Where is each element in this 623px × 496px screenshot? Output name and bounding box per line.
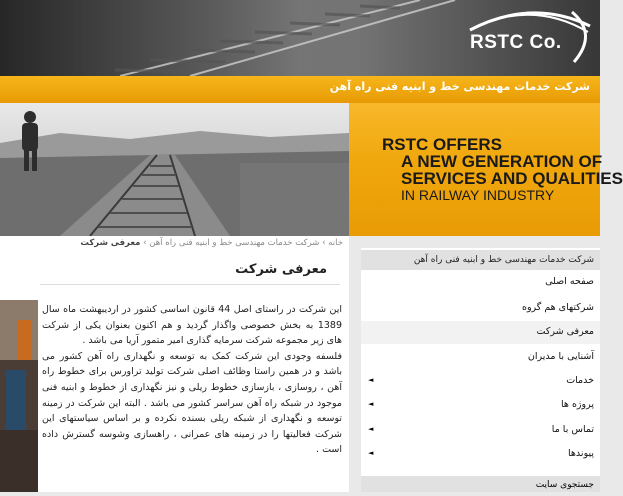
sidebar-item-label: پیوندها (568, 448, 594, 459)
sidebar-item-label: تماس با ما (551, 424, 594, 435)
sidebar-item-label: خدمات (566, 375, 594, 386)
sidebar-item-label: معرفی شرکت (536, 326, 594, 337)
article-body (42, 302, 342, 458)
breadcrumb-separator: › (143, 238, 147, 248)
site-header (0, 0, 600, 76)
sidebar-item-managers[interactable] (361, 346, 600, 369)
logo-text[interactable]: RSTC Co. (470, 32, 562, 53)
railway-photo-image (0, 103, 349, 236)
breadcrumb-current: معرفی شرکت (80, 238, 141, 248)
breadcrumb-separator: › (322, 238, 326, 248)
sidebar-item-home[interactable] (361, 271, 600, 294)
sidebar-item-about[interactable] (361, 321, 600, 344)
page-title: معرفی شرکت (235, 262, 327, 277)
sidebar-item-services[interactable] (361, 370, 600, 393)
sidebar-item-label: پروژه ها (561, 399, 594, 410)
promo-text (382, 135, 623, 204)
sidebar-header (361, 250, 600, 270)
sidebar-item-label: شرکتهای هم گروه (521, 302, 594, 313)
sidebar-item-label: صفحه اصلی (545, 276, 594, 287)
company-tagline: شرکت خدمات مهندسی خط و ابنیه فنی راه آهن (329, 80, 590, 93)
site-search-title: جستجوی سایت (535, 480, 594, 490)
sidebar-item-links[interactable] (361, 443, 600, 466)
promo-line-4: IN RAILWAY INDUSTRY (401, 187, 555, 203)
sidebar-item-group-companies[interactable] (361, 297, 600, 320)
breadcrumb-home-link[interactable]: خانه (328, 238, 343, 248)
sidebar-item-contact[interactable] (361, 419, 600, 442)
sidebar-item-label: آشنایی با مدیران (527, 351, 594, 362)
site-search-header (361, 476, 600, 492)
sidebar-item-projects[interactable] (361, 394, 600, 417)
promo-line-1: RSTC OFFERS (382, 135, 502, 154)
article-paragraph: این شرکت در راستای اصل 44 قانون اساسی کشور در اردیبهشت ماه سال 1389 به بخش خصوصی واگذار گردید و هم اکنون بعنوان یکی از شرکت های زیر مجموعه شرکت سرمایه گذاری امیر متمور آریا می باشد . (42, 304, 342, 347)
breadcrumb-company-link[interactable]: شرکت خدمات مهندسی خط و ابنیه فنی راه آهن (149, 238, 320, 248)
promo-line-2: A NEW GENERATION OF (401, 152, 603, 171)
submenu-arrow-icon: ◄ (368, 449, 374, 457)
promo-line-3: SERVICES AND QUALITIES (401, 169, 623, 188)
submenu-arrow-icon: ◄ (368, 425, 374, 433)
submenu-arrow-icon: ◄ (368, 376, 374, 384)
workers-photo (0, 300, 38, 492)
breadcrumb (0, 236, 343, 254)
railway-photo (0, 103, 349, 236)
sidebar-header-title: شرکت خدمات مهندسی خط و ابنیه فنی راه آهن (413, 255, 594, 265)
submenu-arrow-icon: ◄ (368, 400, 374, 408)
title-divider (40, 284, 340, 285)
article-paragraph: فلسفه وجودی این شرکت کمک به توسعه و نگهداری راه آهن کشور می باشد و در همین راستا وظائف اصلی شرکت تولید تراورس برای خطوط راه آهن ، روسازی ، بازسازی خطوط ریلی و نیز نگهداری از خطوط و ابنیه فنی موجود در شبکه راه آهن سراسر کشور می باشد . البته این شرکت در زمینه توسعه و نگهداری از شبکه ریلی بسنده نکرده و بر اساس سیاستهای این شرکت فعالیتها را در زمینه های عمرانی ، راهسازی وشوسه گسترش داده است . (42, 350, 342, 456)
workers-photo-image (0, 300, 38, 492)
